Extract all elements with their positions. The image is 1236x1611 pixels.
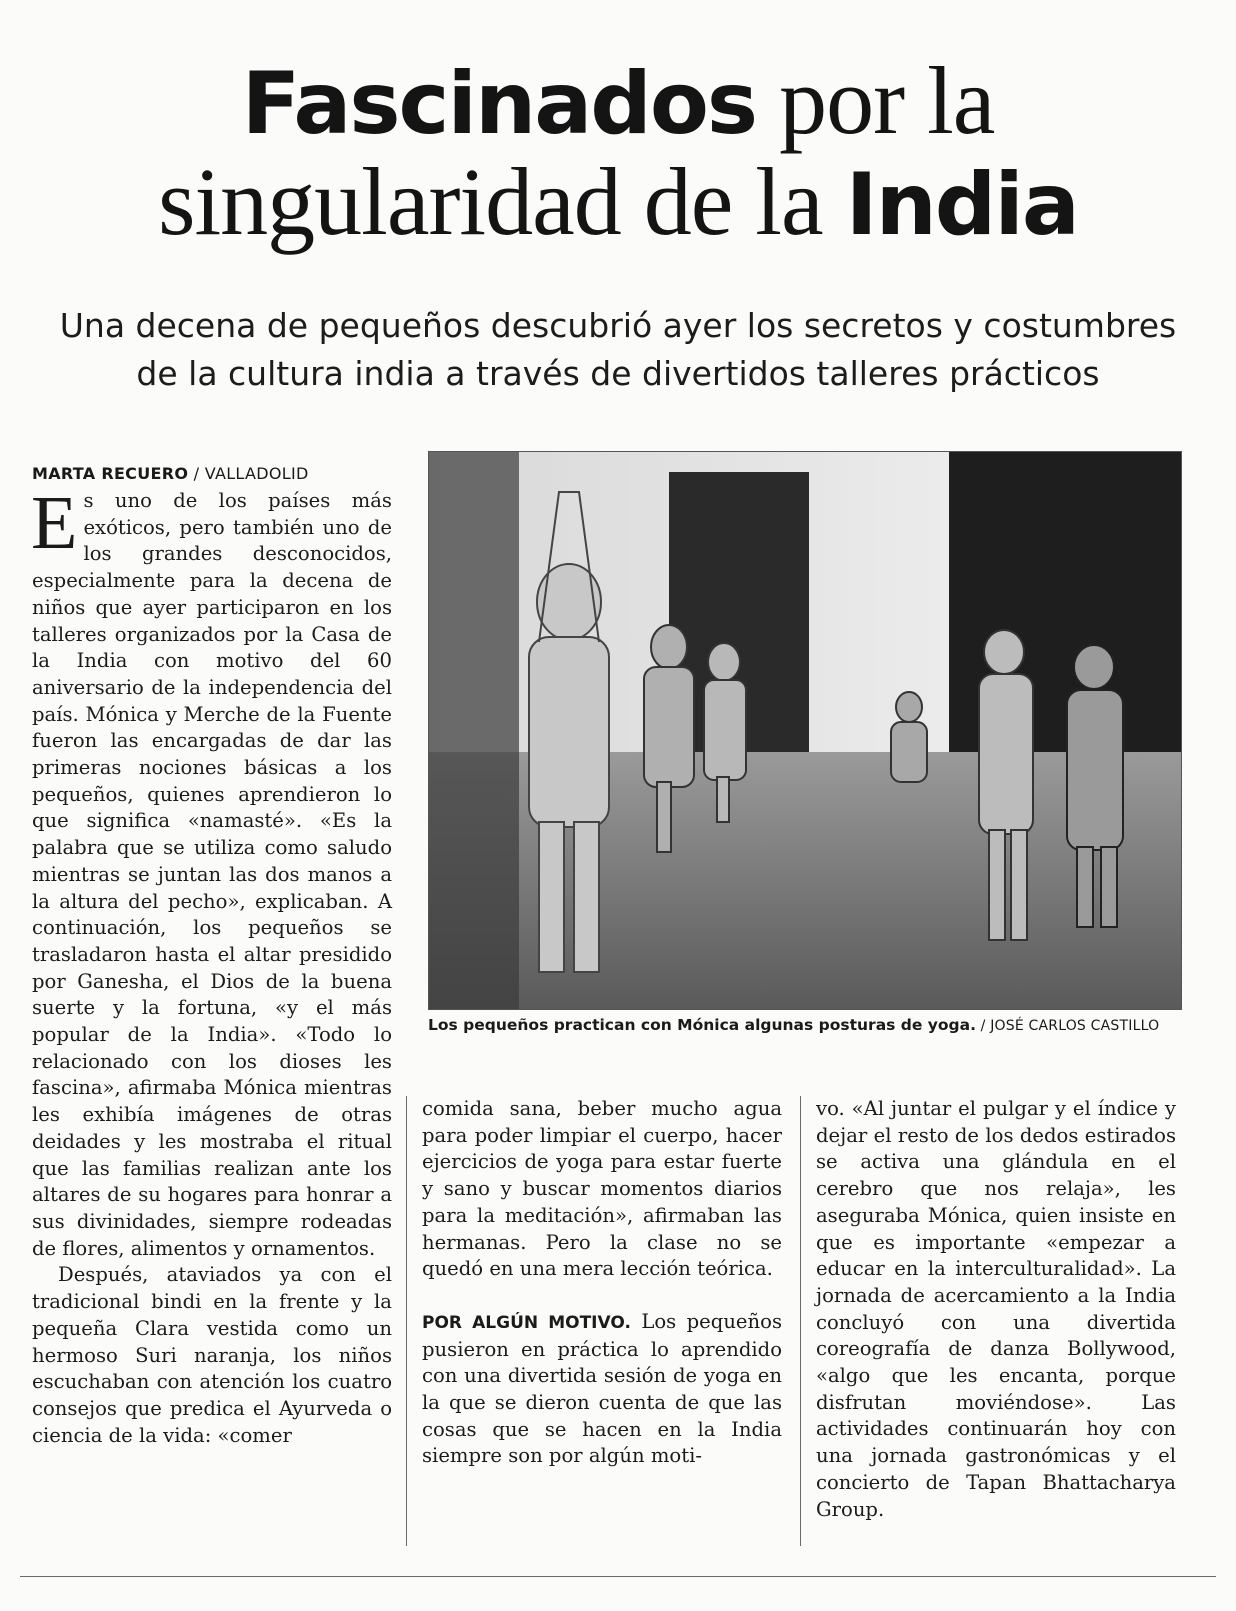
headline-part-4: India — [845, 155, 1078, 255]
article-subhead — [20, 302, 1216, 398]
headline-part-1: Fascinados — [241, 54, 757, 154]
text-column-1 — [31, 481, 392, 1449]
headline-part-3: singularidad de la — [158, 148, 846, 255]
photo-caption — [428, 1016, 1188, 1034]
section-kicker: POR ALGÚN MOTIVO. — [422, 1312, 631, 1333]
paragraph-5: vo. «Al juntar el pulgar y el índice y dejar el resto de los dedos estirados se activa una glándula en el cerebro que nos relaja», les aseguraba Mónica, quien insiste en que es importante «empezar a educar en la interculturalidad». La jornada de acercamiento a la India concluyó con una divertida coreografía de danza Bollywood, «algo que les encanta, porque disfrutan moviéndose». Las actividades continuarán hoy con una jornada gastronómicas y el concierto de Tapan Bhattacharya Group. — [816, 1097, 1176, 1521]
subhead-line-1: Una decena de pequeños descubrió ayer los secretos y costumbres — [59, 306, 1177, 345]
column-rule-1 — [406, 1096, 407, 1546]
yoga-class-photo — [429, 452, 1181, 1009]
paragraph-4-text: Los pequeños pusieron en práctica lo aprendido con una divertida sesión de yoga en la que se dieron cuenta de que las cosas que se hacen en la India siempre son por algún moti- — [422, 1309, 782, 1468]
column-rule-2 — [800, 1096, 801, 1546]
paragraph-1 — [31, 481, 392, 1262]
article-photo — [428, 451, 1182, 1010]
caption-text: Los pequeños practican con Mónica algunas posturas de yoga. — [428, 1016, 976, 1034]
text-column-3 — [816, 1096, 1176, 1523]
bottom-rule — [20, 1576, 1216, 1577]
headline-part-2: por la — [756, 47, 995, 154]
paragraph-3: comida sana, beber mucho agua para poder limpiar el cuerpo, hacer ejercicios de yoga para estar fuerte y sano y buscar momentos diarios para la meditación», afirmaban las hermanas. Pero la clase no se quedó en una mera lección teórica. — [422, 1097, 782, 1281]
byline-location: / VALLADOLID — [188, 464, 309, 483]
article-headline — [0, 47, 1236, 255]
drop-cap: E — [31, 481, 78, 565]
subhead-line-2: de la cultura india a través de divertidos talleres prácticos — [136, 354, 1100, 393]
byline-author: MARTA RECUERO — [32, 464, 189, 483]
paragraph-4 — [422, 1309, 782, 1470]
paragraph-1-text: s uno de los países más exóticos, pero también uno de los grandes desconocidos, especialmente para la decena de niños que ayer participaron en los talleres organizados por la Casa de la India con motivo del 60 aniversario de la independencia del país. Mónica y Merche de la Fuente fueron las encargadas de dar las primeras nociones básicas a los pequeños, quienes aprendieron lo que significa «namasté». «Es la palabra que se utiliza como saludo mientras se juntan las dos manos a la altura del pecho», explicaban. A continuación, los pequeños se trasladaron hasta el altar presidido por Ganesha, el Dios de la buena suerte y la fortuna, «y el más popular de la India». «Todo lo relacionado con los dioses les fascina», afirmaba Mónica mientras les exhibía imágenes de otras deidades y les mostraba el ritual que las familias realizan ante los altares de su hogares para honrar a sus divinidades, siempre rodeadas de flores, alimentos y ornamentos. — [32, 489, 392, 1260]
caption-credit: / JOSÉ CARLOS CASTILLO — [975, 1018, 1160, 1034]
text-column-2 — [422, 1096, 782, 1470]
paragraph-2: Después, ataviados ya con el tradicional bindi en la frente y la pequeña Clara vestida como un hermoso Suri naranja, los niños escuchaban con atención los cuatro consejos que predica el Ayurveda o ciencia de la vida: «comer — [32, 1263, 392, 1447]
